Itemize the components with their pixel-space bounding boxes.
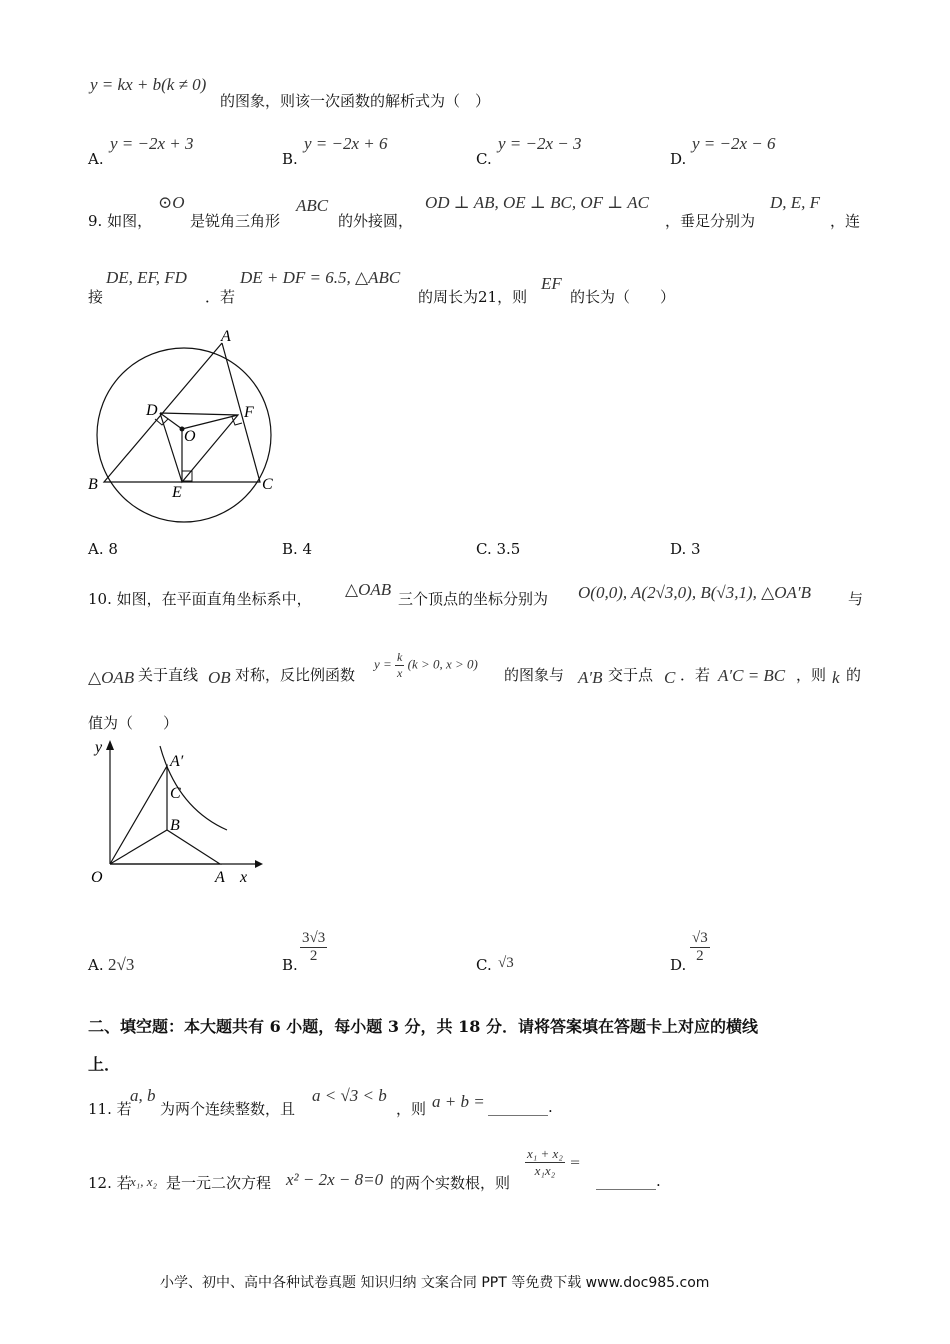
q8-option-b-label: B. [282,150,298,168]
q10-option-d-frac[interactable] [690,930,710,965]
q10-option-a-label: A. [88,956,104,974]
q10-c: C [664,668,676,687]
q9-circle-o: ⊙O [158,193,185,212]
q9-label-f: F [244,404,254,421]
q8-stem: 的图象，则该一次函数的解析式为（ ） [220,92,491,110]
q10-label-x: x [240,869,248,886]
q10-label-a-prime: A′ [170,753,184,770]
q10-option-d-num: √3 [692,930,708,946]
q9-label-b: B [88,476,98,493]
q10-text-9: 的 [846,666,862,684]
q11-text-2: ，则 [396,1100,427,1118]
q10-apb: A′B [578,668,603,687]
q11-sum: a + b = [432,1092,485,1111]
section2-heading-line1: 二、填空题：本大题共有 6 小题，每小题 3 分，共 18 分．请将答案填在答题卡上对应的横线 [88,1017,758,1036]
q11-ab: a, b [130,1086,156,1105]
q12-frac-den: x₁x₂ [534,1163,556,1178]
q11-inequality: a < √3 < b [312,1086,387,1105]
q10-option-b-num: 3√3 [302,930,326,946]
q10-text-6: 交于点 [608,666,654,684]
q10-function-cond: (k > 0, x > 0) [407,656,478,672]
q10-option-a-expr[interactable]: 2√3 [108,955,135,974]
q8-option-d-expr[interactable]: y = −2x − 6 [692,134,776,153]
q10-label-a: A [215,869,225,886]
q10-option-d-den: 2 [696,948,704,964]
q10-text-10: 值为（ ） [88,714,179,732]
q9-label-c: C [262,476,273,493]
q9-text-5: 接 [88,288,104,306]
section2-heading-line2: 上． [88,1055,121,1074]
q9-label-o: O [184,428,196,445]
q9-condition: DE + DF = 6.5, △ABC [240,268,401,287]
q12-text-1: 是一元二次方程 [166,1174,272,1192]
q8-option-c-expr[interactable]: y = −2x − 3 [498,134,582,153]
q10-text-3: 关于直线 [138,666,199,684]
q12-equation: x² − 2x − 8=0 [286,1170,384,1189]
q10-text-1: 三个顶点的坐标分别为 [398,590,549,608]
q9-option-c[interactable]: C. 3.5 [476,540,521,558]
q11-blank[interactable]: ________. [488,1098,553,1116]
q10-option-c-expr[interactable]: √3 [498,955,514,971]
q9-label-d: D [146,402,158,419]
q12-number: 12. 若 [88,1174,132,1192]
q10-figure [85,738,265,888]
q10-text-5: 的图象与 [504,666,565,684]
q10-number: 10. 如图，在平面直角坐标系中， [88,590,312,608]
q10-function-y: y = [374,656,392,672]
q10-option-b-frac[interactable] [300,930,327,965]
q10-text-7: ．若 [680,666,711,684]
q9-number: 9. 如图， [88,212,153,230]
q10-label-y: y [95,739,103,756]
q9-segments: DE, EF, FD [106,268,187,287]
q9-perpendiculars: OD ⊥ AB, OE ⊥ BC, OF ⊥ AC [425,193,649,212]
q12-blank[interactable]: ________. [596,1172,661,1190]
q8-lead-formula: y = kx + b(k ≠ 0) [90,75,207,94]
q11-number: 11. 若 [88,1100,132,1118]
q10-text-4: 对称，反比例函数 [235,666,356,684]
q10-function [374,650,478,681]
q8-option-a-expr[interactable]: y = −2x + 3 [110,134,194,153]
q10-oab: △OAB [345,580,392,599]
q9-abc: ABC [296,196,329,215]
q11-text-1: 为两个连续整数，且 [160,1100,296,1118]
q10-k: k [832,668,840,687]
q9-option-a[interactable]: A. 8 [88,540,118,558]
q10-text-2: 与 [848,590,864,608]
q12-text-2: 的两个实数根，则 [390,1174,511,1192]
q9-text-7: 的周长为21，则 [418,288,528,306]
q10-label-o: O [91,869,103,886]
q9-figure [80,325,300,530]
q10-eq: A′C = BC [718,666,786,685]
q8-option-a-label: A. [88,150,104,168]
q8-option-c-label: C. [476,150,492,168]
q8-option-b-expr[interactable]: y = −2x + 6 [304,134,388,153]
q10-function-den: x [397,666,403,680]
q8-option-d-label: D. [670,150,687,168]
q10-coords: O(0,0), A(2√3,0), B(√3,1), △OA′B [578,583,811,602]
q10-option-b-den: 2 [309,948,318,964]
q10-option-b-label: B. [282,956,298,974]
q10-function-num: k [397,650,403,664]
q10-ob: OB [208,668,231,687]
q9-option-b[interactable]: B. 4 [282,540,313,558]
q9-ef: EF [541,274,562,293]
q9-text-6: ．若 [205,288,236,306]
q10-option-c-label: C. [476,956,492,974]
q10-label-b: B [170,817,180,834]
q9-feet: D, E, F [770,193,821,212]
q10-text-8: ，则 [796,666,827,684]
q9-label-e: E [172,484,182,501]
q9-label-a: A [221,328,231,345]
q10-oab-2: △OAB [88,668,135,687]
q12-roots: x₁, x₂ [130,1174,158,1189]
q12-eqsign: = [569,1155,581,1171]
q12-fraction [525,1146,581,1179]
q9-text-2: 的外接圆， [338,212,414,230]
page-footer: 小学、初中、高中各种试卷真题 知识归纳 文案合同 PPT 等免费下载 www.doc985.com [160,1275,710,1291]
q12-frac-num: x₁ + x₂ [527,1146,563,1161]
q9-text-1: 是锐角三角形 [190,212,281,230]
q9-text-4: ，连 [830,212,861,230]
q10-option-d-label: D. [670,956,687,974]
q9-text-3: ，垂足分别为 [665,212,756,230]
q9-option-d[interactable]: D. 3 [670,540,701,558]
q10-label-c: C [170,785,181,802]
q9-text-8: 的长为（ ） [570,288,676,306]
